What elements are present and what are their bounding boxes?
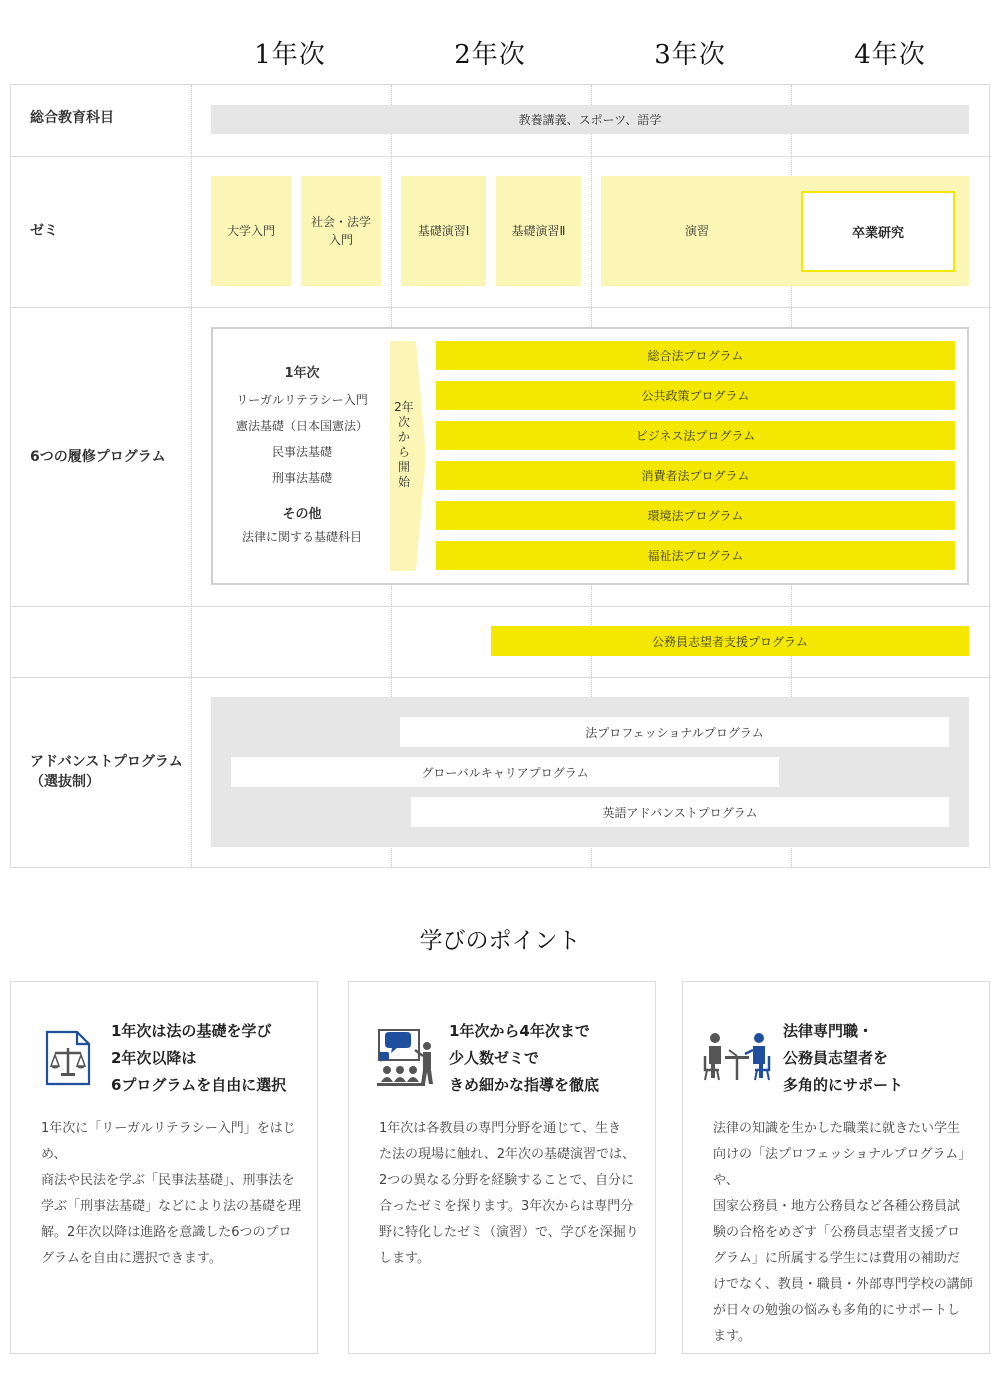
first-year-heading: 1年次 <box>284 366 320 381</box>
advanced-program-bar: 法プロフェッショナルプログラム <box>400 717 949 747</box>
card-body-line: グラム」に所属する学生には費用の補助だ <box>713 1251 960 1266</box>
card-3-body <box>713 1116 989 1350</box>
row-label-advanced-line2: （選抜制） <box>30 774 100 790</box>
point-card-3 <box>682 981 990 1354</box>
card-2-heading <box>449 1018 599 1099</box>
general-education-bar: 教養講義、スポーツ、語学 <box>211 105 969 134</box>
point-card-2 <box>348 981 656 1354</box>
card-heading-line: 1年次は法の基礎を学び <box>111 1022 272 1040</box>
card-body-line: 学ぶ「刑事法基礎」などにより法の基礎を理 <box>41 1199 302 1214</box>
point-card-1 <box>10 981 318 1354</box>
card-body-line: 解。2年次以降は進路を意識した6つのプロ <box>41 1225 292 1240</box>
row-divider <box>11 307 991 308</box>
row-label-advanced-line1: アドバンストプログラム <box>30 754 183 770</box>
row-label-advanced <box>30 752 183 792</box>
card-body-line: 験の合格をめざす「公務員志望者支援プロ <box>713 1225 961 1240</box>
card-body-line: グラムを自由に選択できます。 <box>41 1251 222 1266</box>
card-body-line: 1年次に「リーガルリテラシー入門」をはじめ、 <box>41 1121 296 1162</box>
first-year-item: 民事法基礎 <box>271 445 332 459</box>
card-heading-line: 少人数ゼミで <box>449 1049 540 1067</box>
card-body-line: けでなく、教員・職員・外部専門学校の講師 <box>713 1277 973 1292</box>
card-body-line: 合ったゼミを探ります。3年次からは専門分 <box>379 1199 634 1214</box>
card-body-line: 1年次は各教員の専門分野を通じて、生き <box>379 1121 622 1136</box>
civil-service-program-bar: 公務員志望者支援プログラム <box>491 626 969 656</box>
card-body-line: 商法や民法を学ぶ「民事法基礎」、刑事法を <box>41 1173 295 1188</box>
card-body-line: します。 <box>379 1251 430 1266</box>
seminar-society-line2: 入門 <box>328 233 353 247</box>
card-3-heading <box>783 1018 903 1099</box>
program-bar: ビジネス法プログラム <box>436 421 955 450</box>
row-divider <box>11 606 991 607</box>
card-heading-line: 6プログラムを自由に選択 <box>111 1076 287 1094</box>
scales-document-icon <box>39 1026 109 1096</box>
row-label-seminar: ゼミ <box>30 223 58 239</box>
other-item: 法律に関する基礎科目 <box>241 530 362 544</box>
row-divider <box>11 677 991 678</box>
first-year-item: リーガルリテラシー入門 <box>236 393 368 407</box>
seminar-practice-cell: 演習 <box>601 176 969 286</box>
card-1-body <box>41 1116 317 1272</box>
consultation-icon <box>701 1026 771 1096</box>
program-bar: 環境法プログラム <box>436 501 955 530</box>
seminar-basic2-cell: 基礎演習Ⅱ <box>496 176 581 286</box>
program-bar: 消費者法プログラム <box>436 461 955 490</box>
card-body-line: ます。 <box>713 1329 751 1344</box>
card-body-line: 法律の知識を生かした職業に就きたい学生 <box>713 1121 961 1136</box>
card-heading-line: 2年次以降は <box>111 1049 197 1067</box>
year-header-2: 2年次 <box>454 40 526 70</box>
arrow-label: 2年次から開始 <box>394 400 414 489</box>
card-body-line: 国家公務員・地方公務員など各種公務員試 <box>713 1199 961 1214</box>
year-header-4: 4年次 <box>854 40 926 70</box>
row-divider <box>11 156 991 157</box>
first-year-list <box>212 362 392 550</box>
card-heading-line: 多角的にサポート <box>783 1076 904 1094</box>
program-bar: 総合法プログラム <box>436 341 955 370</box>
year-header-3: 3年次 <box>654 40 726 70</box>
card-body-line: 野に特化したゼミ（演習）で、学びを深掘り <box>379 1225 639 1240</box>
card-2-body <box>379 1116 639 1272</box>
card-body-line: 向けの「法プロフェッショナルプログラム」や、 <box>713 1147 972 1188</box>
advanced-program-bar: グローバルキャリアプログラム <box>231 757 779 787</box>
seminar-intro-cell: 大学入門 <box>211 176 291 286</box>
row-label-programs: 6つの履修プログラム <box>30 449 166 465</box>
other-heading: その他 <box>282 507 322 522</box>
card-heading-line: 公務員志望者を <box>783 1049 889 1067</box>
year-header-1: 1年次 <box>254 40 326 70</box>
first-year-item: 刑事法基礎 <box>271 471 332 485</box>
advanced-program-bar: 英語アドバンストプログラム <box>411 797 949 827</box>
column-divider <box>191 85 192 867</box>
card-body-line: が日々の勉強の悩みも多角的にサポートし <box>713 1303 961 1318</box>
row-label-general: 総合教育科目 <box>30 110 114 126</box>
card-1-heading <box>111 1018 286 1099</box>
first-year-item: 憲法基礎（日本国憲法） <box>235 419 368 433</box>
seminar-society-line1: 社会・法学 <box>310 215 371 229</box>
seminar-class-icon <box>373 1026 443 1096</box>
card-heading-line: きめ細かな指導を徹底 <box>449 1076 600 1094</box>
card-body-line: 2つの異なる分野を経験することで、自分に <box>379 1173 635 1188</box>
program-bar: 公共政策プログラム <box>436 381 955 410</box>
card-body-line: た法の現場に触れ、2年次の基礎演習では、 <box>379 1147 636 1162</box>
seminar-basic1-cell: 基礎演習Ⅰ <box>401 176 486 286</box>
card-heading-line: 法律専門職・ <box>783 1022 874 1040</box>
program-bar: 福祉法プログラム <box>436 541 955 570</box>
seminar-graduation-box: 卒業研究 <box>801 191 955 272</box>
card-heading-line: 1年次から4年次まで <box>449 1022 590 1040</box>
seminar-society-cell <box>301 176 381 286</box>
points-title: 学びのポイント <box>419 928 581 954</box>
